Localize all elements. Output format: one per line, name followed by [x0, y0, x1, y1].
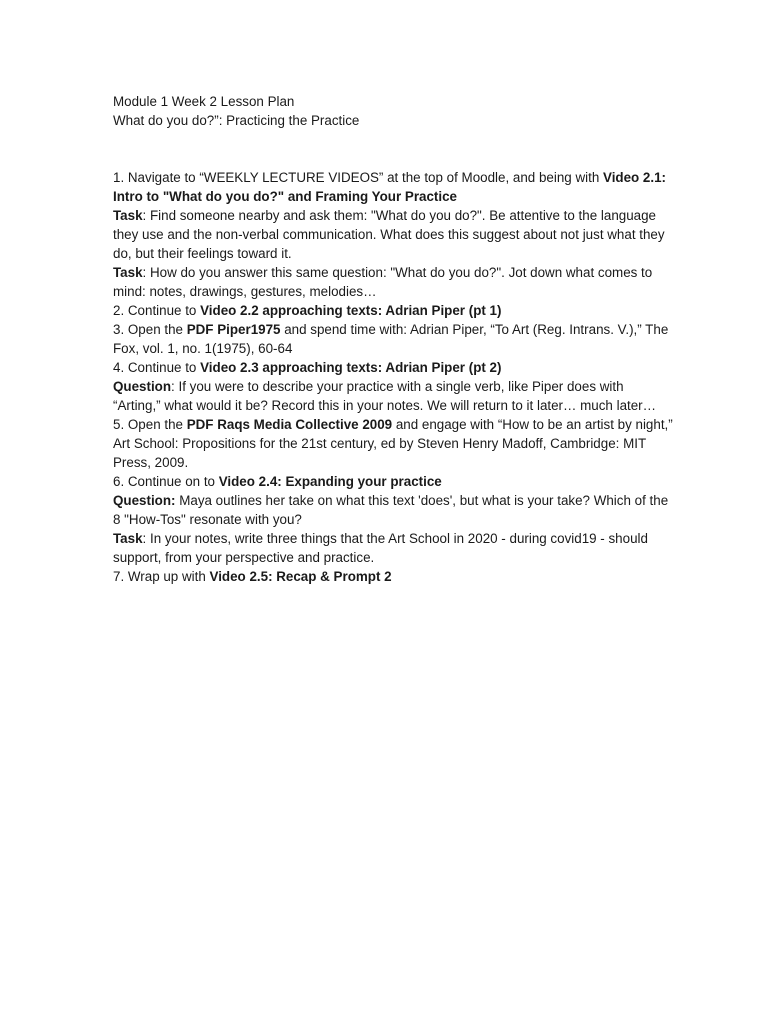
step-1-text: 1. Navigate to “WEEKLY LECTURE VIDEOS” at the top of Moodle, and being with — [113, 170, 603, 185]
question-2-label: Question: — [113, 493, 176, 508]
step-4-video-link: Video 2.3 approaching texts: Adrian Piper (pt 2) — [200, 360, 502, 375]
step-4 — [113, 358, 673, 377]
step-5-pdf-link: PDF Raqs Media Collective 2009 — [186, 417, 393, 432]
step-7 — [113, 567, 673, 586]
step-2 — [113, 301, 673, 320]
step-3-text: 3. Open the — [113, 322, 187, 337]
document-title: Module 1 Week 2 Lesson Plan — [113, 94, 295, 109]
question-1 — [113, 377, 673, 415]
step-1-video-link: Video 2.1: Intro to "What do you do?" and Framing Your Practice — [113, 170, 667, 204]
step-6-video-link: Video 2.4: Expanding your practice — [218, 474, 442, 489]
step-6-text: 6. Continue on to — [113, 474, 219, 489]
task-3-label: Task — [113, 531, 143, 546]
step-5-citation: and engage with “How to be an artist by night,” Art School: Propositions for the 21st century, ed by Steven Henry Madoff, Cambridge: MIT Press, 2009. — [113, 417, 673, 470]
question-2 — [113, 491, 673, 529]
question-1-label: Question — [113, 379, 172, 394]
step-1 — [113, 168, 673, 206]
task-3 — [113, 529, 673, 567]
step-7-video-link: Video 2.5: Recap & Prompt 2 — [209, 569, 392, 584]
task-3-text: : In your notes, write three things that the Art School in 2020 - during covid19 - should support, from your perspective and practice. — [113, 531, 648, 565]
task-2-text: : How do you answer this same question: "What do you do?". Jot down what comes to mind: notes, drawings, gestures, melodies… — [113, 265, 653, 299]
task-2 — [113, 263, 673, 301]
step-4-text: 4. Continue to — [113, 360, 201, 375]
step-3-citation: and spend time with: Adrian Piper, “To Art (Reg. Intrans. V.),” The Fox, vol. 1, no. 1(1975), 60-64 — [113, 322, 669, 356]
question-1-text: : If you were to describe your practice with a single verb, like Piper does with “Arting,” what would it be? Record this in your notes. We will return to it later… much later… — [113, 379, 657, 413]
document-header — [113, 92, 673, 130]
step-5 — [113, 415, 673, 472]
step-3-pdf-link: PDF Piper1975 — [186, 322, 281, 337]
step-2-video-link: Video 2.2 approaching texts: Adrian Piper (pt 1) — [200, 303, 502, 318]
step-7-text: 7. Wrap up with — [113, 569, 210, 584]
task-1-label: Task — [113, 208, 143, 223]
step-5-text: 5. Open the — [113, 417, 187, 432]
document-subtitle: What do you do?”: Practicing the Practice — [113, 113, 360, 128]
task-1-text: : Find someone nearby and ask them: "What do you do?". Be attentive to the language they use and the non-verbal communication. What does this suggest about not just what they do, but their feelings toward it. — [113, 208, 665, 261]
question-2-text: Maya outlines her take on what this text 'does', but what is your take? Which of the 8 "How-Tos" resonate with you? — [113, 493, 669, 527]
step-2-text: 2. Continue to — [113, 303, 201, 318]
task-1 — [113, 206, 673, 263]
lesson-plan-document — [113, 92, 673, 586]
step-3 — [113, 320, 673, 358]
step-6 — [113, 472, 673, 491]
task-2-label: Task — [113, 265, 143, 280]
